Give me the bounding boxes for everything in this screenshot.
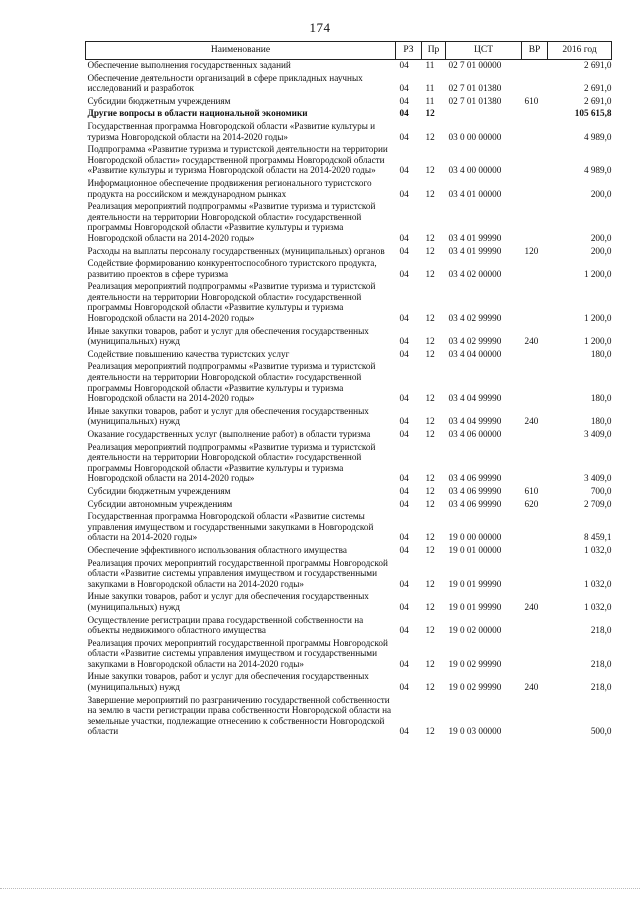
- row-vr: [522, 60, 548, 73]
- row-pr: 12: [425, 532, 435, 543]
- row-cst: 03 4 06 00000: [448, 429, 502, 439]
- row-vr: [522, 361, 548, 405]
- row-name: Обеспечение выполнения государственных заданий: [87, 60, 291, 70]
- row-vr: 120: [524, 245, 539, 256]
- row-pr: 12: [425, 313, 435, 324]
- row-vr: [522, 201, 548, 245]
- row-vr: [522, 281, 548, 325]
- row-rz: 04: [399, 473, 409, 484]
- row-pr: 12: [425, 393, 435, 404]
- table-row: [86, 511, 612, 545]
- row-vr: [522, 511, 548, 545]
- row-vr: [522, 144, 548, 178]
- table-row: [86, 121, 612, 144]
- row-rz: 04: [399, 601, 409, 612]
- row-rz: 04: [399, 245, 409, 256]
- table-row: [86, 429, 612, 442]
- row-vr: [522, 349, 548, 362]
- row-sum: 2 691,0: [583, 95, 612, 106]
- header-name: Наименование: [86, 42, 396, 60]
- row-cst: 03 0 00 00000: [448, 131, 502, 142]
- row-cst: 19 0 00 00000: [448, 532, 502, 543]
- scan-edge-line: [0, 888, 640, 890]
- row-name: Завершение мероприятий по разграничению государственной собственности на землю в части регистрации права собственности Новгородской области на земельные участки, подлежащие отнесению к собственности Новгородской области: [87, 694, 392, 737]
- row-sum: 2 709,0: [583, 498, 612, 509]
- row-pr: 12: [425, 416, 435, 427]
- row-pr: 11: [425, 95, 435, 106]
- row-name: Оказание государственных услуг (выполнение работ) в области туризма: [87, 429, 371, 439]
- table-row: [86, 361, 612, 405]
- row-pr: 12: [425, 726, 435, 737]
- table-row: [86, 281, 612, 325]
- row-rz: 04: [399, 682, 409, 693]
- table-row: [86, 178, 612, 201]
- row-sum: 180,0: [590, 348, 612, 359]
- row-sum: 8 459,1: [583, 532, 612, 543]
- row-cst: 03 4 02 99990: [448, 336, 502, 347]
- table-row: [86, 326, 612, 349]
- row-cst: 02 7 01 01380: [448, 83, 502, 94]
- row-name: Реализация прочих мероприятий государственной программы Новгородской области «Развитие системы управления имуществом и государственными закупками в Новгородской области на 2014-2020 годы»: [87, 557, 388, 589]
- row-cst: 19 0 01 00000: [448, 544, 502, 555]
- row-sum: 180,0: [590, 416, 612, 427]
- row-vr: [522, 638, 548, 672]
- row-rz: 04: [399, 658, 409, 669]
- row-rz: 04: [399, 131, 409, 142]
- row-pr: 12: [425, 268, 435, 279]
- row-rz: 04: [399, 498, 409, 509]
- row-name: Иные закупки товаров, работ и услуг для обеспечения государственных (муниципальных) нужд: [87, 325, 369, 347]
- row-name: Содействие повышению качества туристских услуг: [87, 348, 290, 359]
- row-sum: 2 691,0: [583, 83, 612, 94]
- row-cst: 19 0 02 99990: [448, 658, 502, 669]
- row-cst: 03 4 01 00000: [448, 188, 502, 199]
- row-sum: 200,0: [590, 245, 612, 256]
- row-vr: [522, 258, 548, 281]
- row-vr: [522, 73, 548, 96]
- row-cst: 02 7 01 01380: [448, 95, 502, 106]
- row-name: Обеспечение эффективного использования областного имущества: [87, 544, 347, 555]
- row-rz: 04: [399, 313, 409, 324]
- row-vr: [522, 695, 548, 739]
- row-pr: 12: [425, 245, 435, 256]
- row-sum: 2 691,0: [583, 60, 612, 70]
- row-sum: 105 615,8: [574, 108, 612, 119]
- table-row: [86, 60, 612, 73]
- row-name: Другие вопросы в области национальной экономики: [87, 108, 308, 119]
- row-name: Субсидии автономным учреждениям: [87, 498, 233, 509]
- row-pr: 12: [425, 348, 435, 359]
- row-cst: 03 4 06 99990: [448, 485, 502, 496]
- row-sum: 4 989,0: [583, 131, 612, 142]
- row-name: Содействие формированию конкурентоспособного туристского продукта, развитию проектов в сфере туризма: [87, 258, 377, 279]
- row-cst: 19 0 02 99990: [448, 682, 502, 693]
- header-vr: ВР: [522, 42, 548, 60]
- row-name: Государственная программа Новгородской области «Развитие системы управления имуществом и государственными закупками в Новгородской области на 2014-2020 годы»: [87, 511, 374, 543]
- row-cst: 03 4 06 99990: [448, 498, 502, 509]
- row-rz: 04: [399, 336, 409, 347]
- row-name: Реализация прочих мероприятий государственной программы Новгородской области «Развитие системы управления имуществом и государственными закупками в Новгородской области на 2014-2020 годы»: [87, 637, 388, 669]
- row-cst: 03 4 02 00000: [448, 268, 502, 279]
- header-rz: РЗ: [396, 42, 422, 60]
- row-sum: 1 032,0: [583, 544, 612, 555]
- row-cst: 19 0 03 00000: [448, 726, 502, 737]
- row-name: Реализация мероприятий подпрограммы «Развитие туризма и туристской деятельности на территории Новгородской области» государственной программы Новгородской области «Развитие культуры и туризма Новгородской области на 2014-2020 годы»: [87, 441, 376, 484]
- row-name: Иные закупки товаров, работ и услуг для обеспечения государственных (муниципальных) нужд: [87, 591, 369, 612]
- row-vr: 240: [524, 416, 539, 427]
- row-name: Субсидии бюджетным учреждениям: [87, 485, 231, 496]
- row-name: Расходы на выплаты персоналу государственных (муниципальных) органов: [87, 245, 385, 256]
- row-rz: 04: [399, 165, 409, 176]
- row-pr: 12: [425, 601, 435, 612]
- header-pr: Пр: [422, 42, 446, 60]
- table-row: [86, 638, 612, 672]
- row-vr: [522, 545, 548, 558]
- row-pr: 11: [425, 60, 435, 70]
- row-vr: 620: [524, 498, 539, 509]
- row-rz: 04: [399, 348, 409, 359]
- row-sum: 200,0: [590, 232, 612, 243]
- row-cst: 03 4 04 99990: [448, 393, 502, 404]
- row-sum: 218,0: [590, 625, 612, 636]
- row-vr: 240: [524, 336, 539, 347]
- table-row: [86, 558, 612, 592]
- table-row: [86, 442, 612, 486]
- table-row: [86, 486, 612, 499]
- table-row: [86, 96, 612, 109]
- row-name: Реализация мероприятий подпрограммы «Развитие туризма и туристской деятельности на территории Новгородской области» государственной программы Новгородской области «Развитие культуры и туризма Новгородской области на 2014-2020 годы»: [87, 361, 376, 404]
- row-vr: [522, 558, 548, 592]
- row-rz: 04: [399, 188, 409, 199]
- row-name: Государственная программа Новгородской области «Развитие культуры и туризма Новгородской области на 2014-2020 годы»: [87, 120, 376, 142]
- row-sum: 3 409,0: [583, 429, 612, 439]
- row-name: Информационное обеспечение продвижения регионального туристского продукта на российском и международном рынках: [87, 177, 372, 199]
- row-cst: 03 4 00 00000: [448, 165, 502, 176]
- row-sum: 218,0: [590, 658, 612, 669]
- row-pr: 12: [425, 131, 435, 142]
- row-sum: 1 200,0: [583, 336, 612, 347]
- row-pr: 12: [425, 544, 435, 555]
- row-cst: 03 4 02 99990: [448, 313, 502, 324]
- row-vr: [522, 615, 548, 638]
- row-sum: 1 032,0: [583, 601, 612, 612]
- row-name: Субсидии бюджетным учреждениям: [87, 95, 231, 106]
- row-sum: 500,0: [590, 726, 612, 737]
- row-rz: 04: [399, 532, 409, 543]
- row-cst: 03 4 01 99990: [448, 245, 502, 256]
- row-sum: 1 200,0: [583, 268, 612, 279]
- header-cst: ЦСТ: [446, 42, 522, 60]
- row-cst: [446, 108, 522, 121]
- row-rz: 04: [399, 416, 409, 427]
- table-row: [86, 144, 612, 178]
- table-row: [86, 545, 612, 558]
- row-pr: 12: [425, 625, 435, 636]
- page-number: 174: [309, 20, 331, 35]
- row-sum: 218,0: [590, 682, 612, 693]
- row-pr: 12: [425, 578, 435, 589]
- row-sum: 200,0: [590, 188, 612, 199]
- row-pr: 12: [425, 485, 435, 496]
- table-row: [86, 201, 612, 245]
- table-row: [86, 73, 612, 96]
- row-sum: 4 989,0: [583, 165, 612, 176]
- row-rz: 04: [399, 83, 409, 94]
- table-header-row: [86, 42, 612, 60]
- row-vr: [522, 108, 548, 121]
- row-rz: 04: [399, 544, 409, 555]
- row-pr: 12: [425, 429, 435, 439]
- row-pr: 12: [425, 165, 435, 176]
- row-vr: [522, 121, 548, 144]
- row-rz: 04: [399, 429, 409, 439]
- row-sum: 1 032,0: [583, 578, 612, 589]
- table-row: [86, 258, 612, 281]
- row-vr: [522, 429, 548, 442]
- row-rz: 04: [399, 232, 409, 243]
- row-name: Обеспечение деятельности организаций в сфере прикладных научных исследований и разработок: [87, 72, 363, 94]
- table-row: [86, 615, 612, 638]
- row-cst: 03 4 06 99990: [448, 473, 502, 484]
- row-pr: 12: [425, 473, 435, 484]
- row-name: Иные закупки товаров, работ и услуг для обеспечения государственных (муниципальных) нужд: [87, 405, 369, 427]
- row-pr: 12: [425, 108, 435, 119]
- row-name: Подпрограмма «Развитие туризма и туристской деятельности на территории Новгородской области» государственной программы Новгородской области «Развитие культуры и туризма Новгородской области на 2014-2020 годы»: [87, 144, 388, 176]
- row-name: Реализация мероприятий подпрограммы «Развитие туризма и туристской деятельности на территории Новгородской области» государственной программы Новгородской области «Развитие культуры и туризма Новгородской области на 2014-2020 годы»: [87, 201, 376, 243]
- row-vr: [522, 178, 548, 201]
- row-rz: 04: [399, 726, 409, 737]
- row-rz: 04: [399, 108, 409, 119]
- row-cst: 03 4 04 99990: [448, 416, 502, 427]
- row-rz: 04: [399, 578, 409, 589]
- table-row: [86, 349, 612, 362]
- table-row: [86, 246, 612, 259]
- row-name: Реализация мероприятий подпрограммы «Развитие туризма и туристской деятельности на территории Новгородской области» государственной программы Новгородской области «Развитие культуры и туризма Новгородской области на 2014-2020 годы»: [87, 281, 376, 324]
- row-vr: [522, 442, 548, 486]
- row-vr: 240: [524, 682, 539, 693]
- row-rz: 04: [399, 485, 409, 496]
- table-body: [86, 60, 612, 740]
- header-year: 2016 год: [548, 42, 612, 60]
- row-vr: 240: [524, 601, 539, 612]
- row-pr: 12: [425, 232, 435, 243]
- row-cst: 19 0 01 99990: [448, 578, 502, 589]
- budget-table: [85, 41, 612, 739]
- row-pr: 12: [425, 188, 435, 199]
- table-row: [86, 591, 612, 614]
- row-sum: 3 409,0: [583, 473, 612, 484]
- row-pr: 11: [425, 83, 435, 94]
- table-row: [86, 671, 612, 694]
- table-row: [86, 695, 612, 739]
- row-pr: 12: [425, 498, 435, 509]
- row-cst: 19 0 02 00000: [448, 625, 502, 636]
- row-rz: 04: [399, 95, 409, 106]
- row-sum: 700,0: [590, 485, 612, 496]
- row-pr: 12: [425, 682, 435, 693]
- row-vr: 610: [524, 485, 539, 496]
- row-pr: 12: [425, 336, 435, 347]
- row-rz: 04: [399, 625, 409, 636]
- row-pr: 12: [425, 658, 435, 669]
- row-cst: 02 7 01 00000: [448, 60, 502, 70]
- row-rz: 04: [399, 60, 409, 70]
- row-cst: 19 0 01 99990: [448, 601, 502, 612]
- row-sum: 1 200,0: [583, 313, 612, 324]
- row-rz: 04: [399, 268, 409, 279]
- row-name: Иные закупки товаров, работ и услуг для обеспечения государственных (муниципальных) нужд: [87, 671, 369, 693]
- row-sum: 180,0: [590, 393, 612, 404]
- table-row: [86, 499, 612, 512]
- table-row: [86, 108, 612, 121]
- row-cst: 03 4 01 99990: [448, 232, 502, 243]
- row-rz: 04: [399, 393, 409, 404]
- table-row: [86, 406, 612, 429]
- row-vr: 610: [524, 95, 539, 106]
- row-name: Осуществление регистрации права государственной собственности на объекты недвижимого областного имущества: [87, 614, 364, 636]
- row-cst: 03 4 04 00000: [448, 348, 502, 359]
